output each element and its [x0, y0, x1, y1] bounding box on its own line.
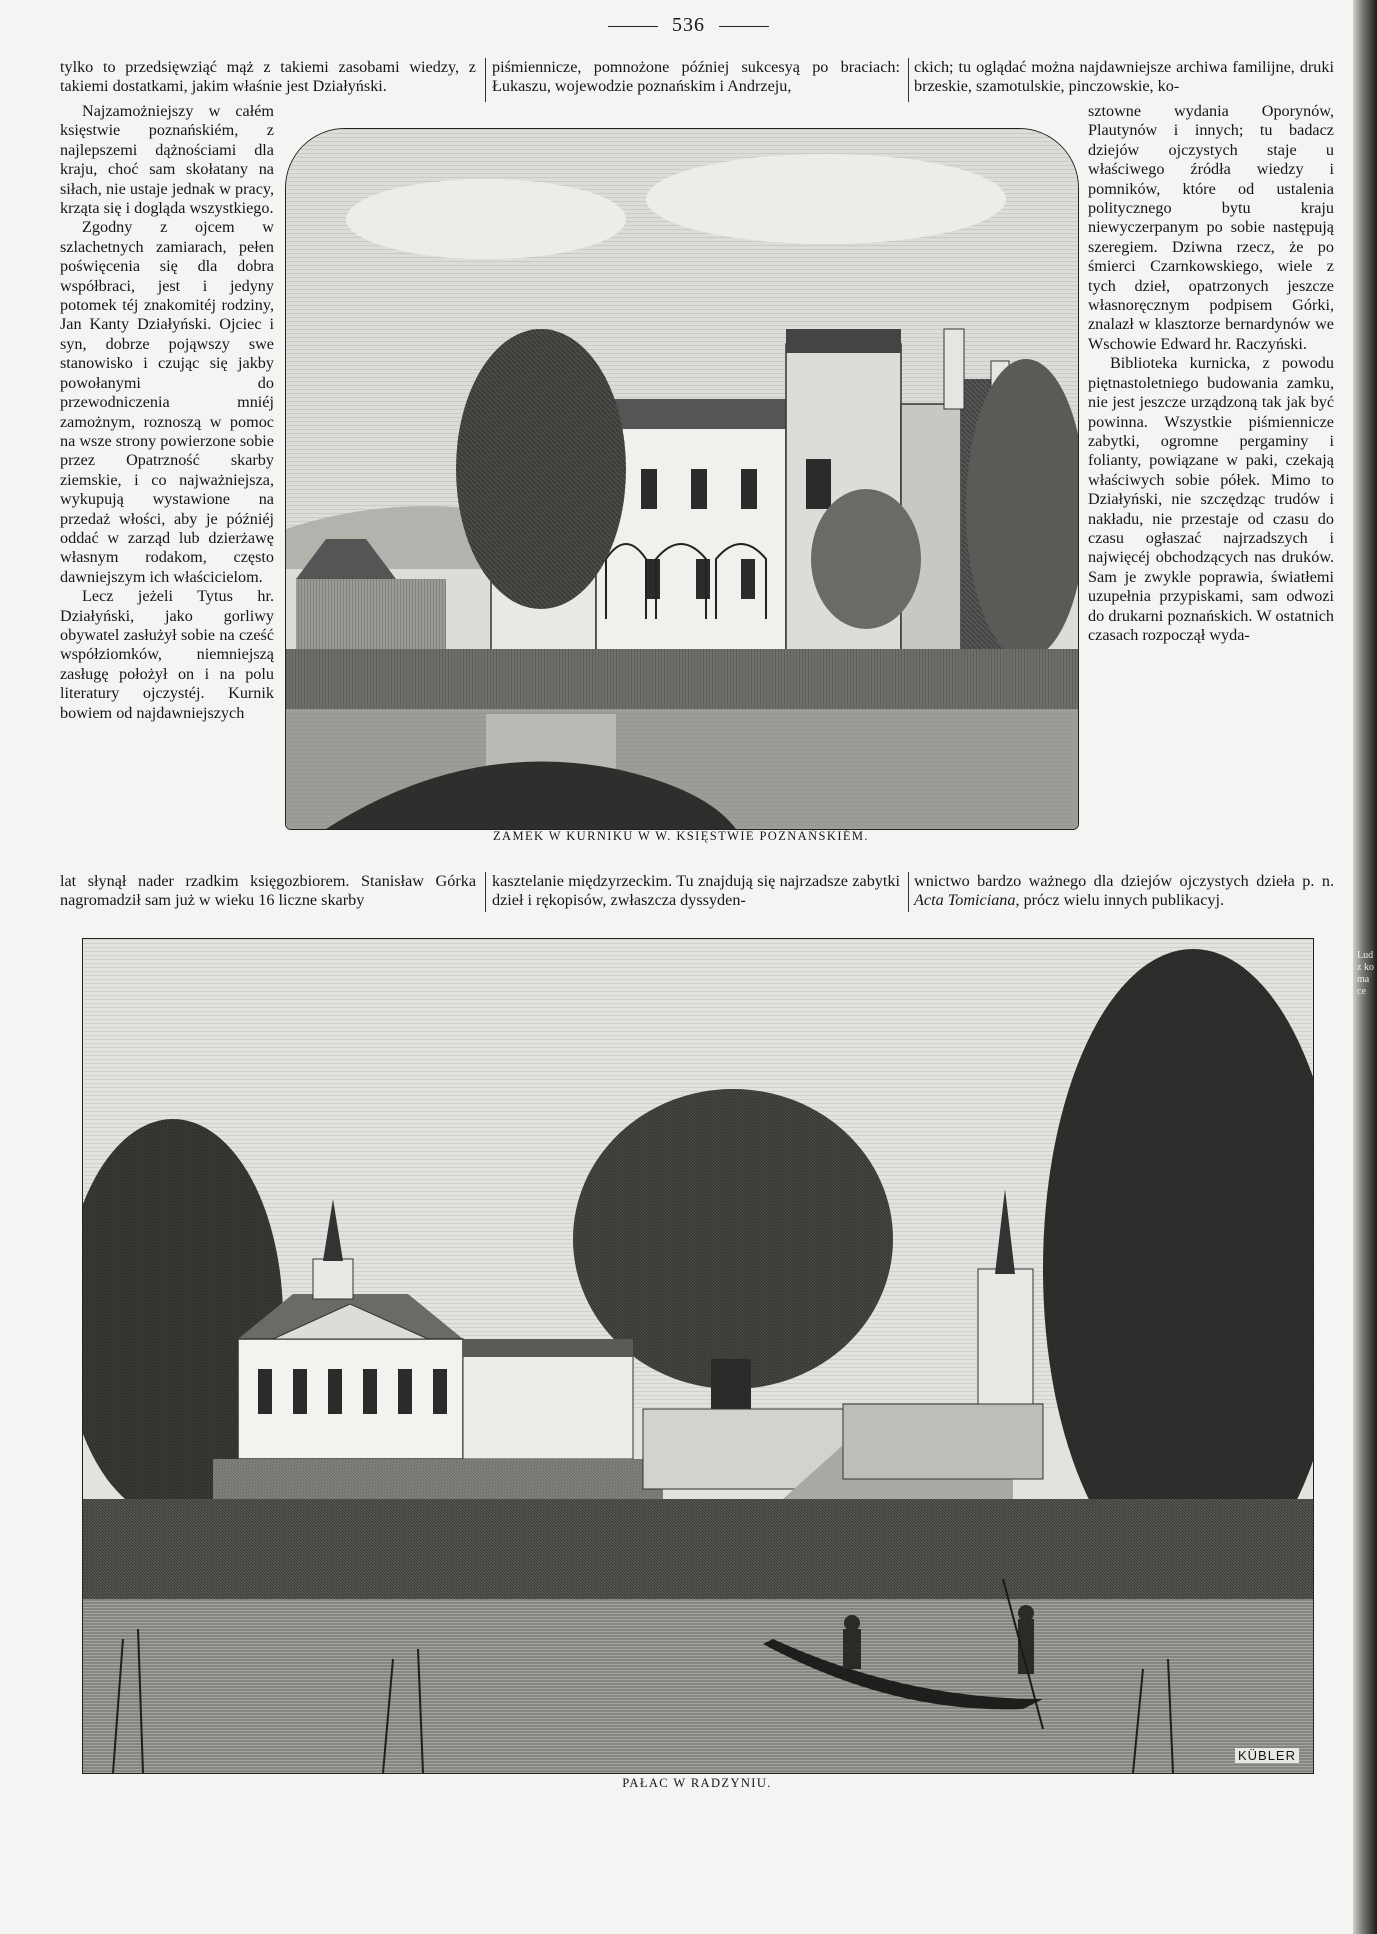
top-row-col2-text: piśmiennicze, pomnożone później sukcesyą po braciach: Łukaszu, wojewodzie poznańskim i Andrzeju,: [492, 58, 900, 96]
bottom-row-col2: [492, 872, 900, 911]
column-divider: [908, 58, 909, 102]
left-paragraph-2: Zgodny z ojcem w szlachetnych zamiarach, pełen poświęcenia się dla dobra współbraci, jest i jedyny potomek téj znakomitéj rodziny, Jan Kanty Działyński. Ojciec i syn, dobrze pojąwszy swe stanowisko i czując się jakby powołanymi do przewodniczenia mniéj zamożnym, roznoszą w pomoc na wsze strony powierzone sobie przez Opatrzność skarby ziemskie, i co najważniejsza, wykupują wystawione na przedaż włości, aby je późniéj oddać w zarząd lub dzierżawę własnym rodakom, często dawniejszym ich właścicielom.: [60, 218, 274, 586]
top-row-col1-text: tylko to przedsięwziąć mąż z takiemi zasobami wiedzy, z takiemi dostatkami, jakim właśnie jest Działyński.: [60, 58, 476, 96]
bottom-row-col3-pre: wnictwo bardzo ważnego dla dziejów ojczystych dzieła p. n.: [914, 872, 1334, 890]
column-divider: [485, 58, 486, 102]
kurnik-castle-drawing: [286, 129, 1078, 829]
column-divider: [485, 872, 486, 912]
top-row-col3-text: ckich; tu oglądać można najdawniejsze archiwa familijne, druki brzeskie, szamotulskie, pinczowskie, ko-: [914, 58, 1334, 96]
top-row-col1: [60, 58, 476, 97]
bottom-row-col1: [60, 872, 476, 911]
bottom-row-col3-text: [914, 872, 1334, 911]
left-paragraph-3: Lecz jeżeli Tytus hr. Działyński, jako gorliwy obywatel zasłużył sobie na cześć współziomków, niemniejszą zasługę położył on i na polu literatury ojczystéj. Kurnik bowiem od najdawniejszych: [60, 587, 274, 722]
next-page-edge-text: Ludz ko ma ce: [1357, 950, 1374, 997]
bottom-row-col2-text: kasztelanie międzyrzeckim. Tu znajdują się najrzadsze zabytki dzieł i rękopisów, zwłaszcza dyssyden-: [492, 872, 900, 910]
bottom-row-col3-post: , prócz wielu innych publikacyj.: [1015, 891, 1225, 910]
bottom-row-col3: [914, 872, 1334, 911]
left-paragraph-1: Najzamożniejszy w całém księstwie poznańskiém, z najlepszemi dążnościami dla kraju, choć sam skołatany na siłach, nie ustaje jednak w pracy, krząta się i dogląda wszystkiego.: [60, 102, 274, 218]
top-row-col2: [492, 58, 900, 97]
left-text-column: [60, 102, 274, 723]
kurnik-caption: ZAMEK W KURNIKU W W. KSIĘSTWIE POZNAŃSKIÉM.: [493, 829, 869, 843]
engraver-signature: KÜBLER: [1235, 1748, 1299, 1763]
page-number: [0, 14, 1377, 37]
page-number-rule-left: [608, 26, 658, 27]
radzyn-palace-engraving: [82, 938, 1314, 1774]
radzyn-caption: PAŁAC W RADZYNIU.: [622, 1776, 772, 1790]
column-divider: [908, 872, 909, 912]
radzyn-palace-drawing: [83, 939, 1313, 1773]
right-text-column: [1088, 102, 1334, 645]
page-number-text: 536: [672, 14, 705, 36]
kurnik-castle-engraving: [285, 128, 1079, 830]
right-paragraph-2: Biblioteka kurnicka, z powodu piętnastoletniego budowania zamku, nie jest jeszcze urządzoną tak jak być powinna. Wszystkie piśmiennicze zabytki, ogromne pergaminy i folianty, powiązane w paki, czekają właściwych sobie półek. Mimo to Działyński, nie szczędząc trudów i nakładu, nie przestaje od czasu do czasu ogłaszać najrzadszych i najwięcéj obchodzących nas druków. Sam je zwykle poprawia, światłemi uzupełnia przypiskami, sam odwozi do drukarni poznańskich. W ostatnich czasach rozpoczął wyda-: [1088, 354, 1334, 644]
acta-tomiciana-title: Acta Tomiciana: [914, 891, 1016, 910]
bottom-row-col1-text: lat słynął nader rzadkim księgozbiorem. Stanisław Górka nagromadził sam już w wieku 16 liczne skarby: [60, 872, 476, 910]
top-row-col3: [914, 58, 1334, 97]
page-number-rule-right: [719, 26, 769, 27]
right-paragraph-1: sztowne wydania Oporynów, Plautynów i innych; tu badacz dziejów ojczystych staje u właściwego źródła wiedzy i pomników, które od ustalenia politycznego bytu kraju niewyczerpanym po sobie następują szeregiem. Dziwna rzecz, że po śmierci Czarnkowskiego, wiele z tych dzieł, opatrzonych jeszcze własnoręcznym podpisem Górki, znalazł w klasztorze bernardynów we Wschowie Edward hr. Raczyński.: [1088, 102, 1334, 353]
